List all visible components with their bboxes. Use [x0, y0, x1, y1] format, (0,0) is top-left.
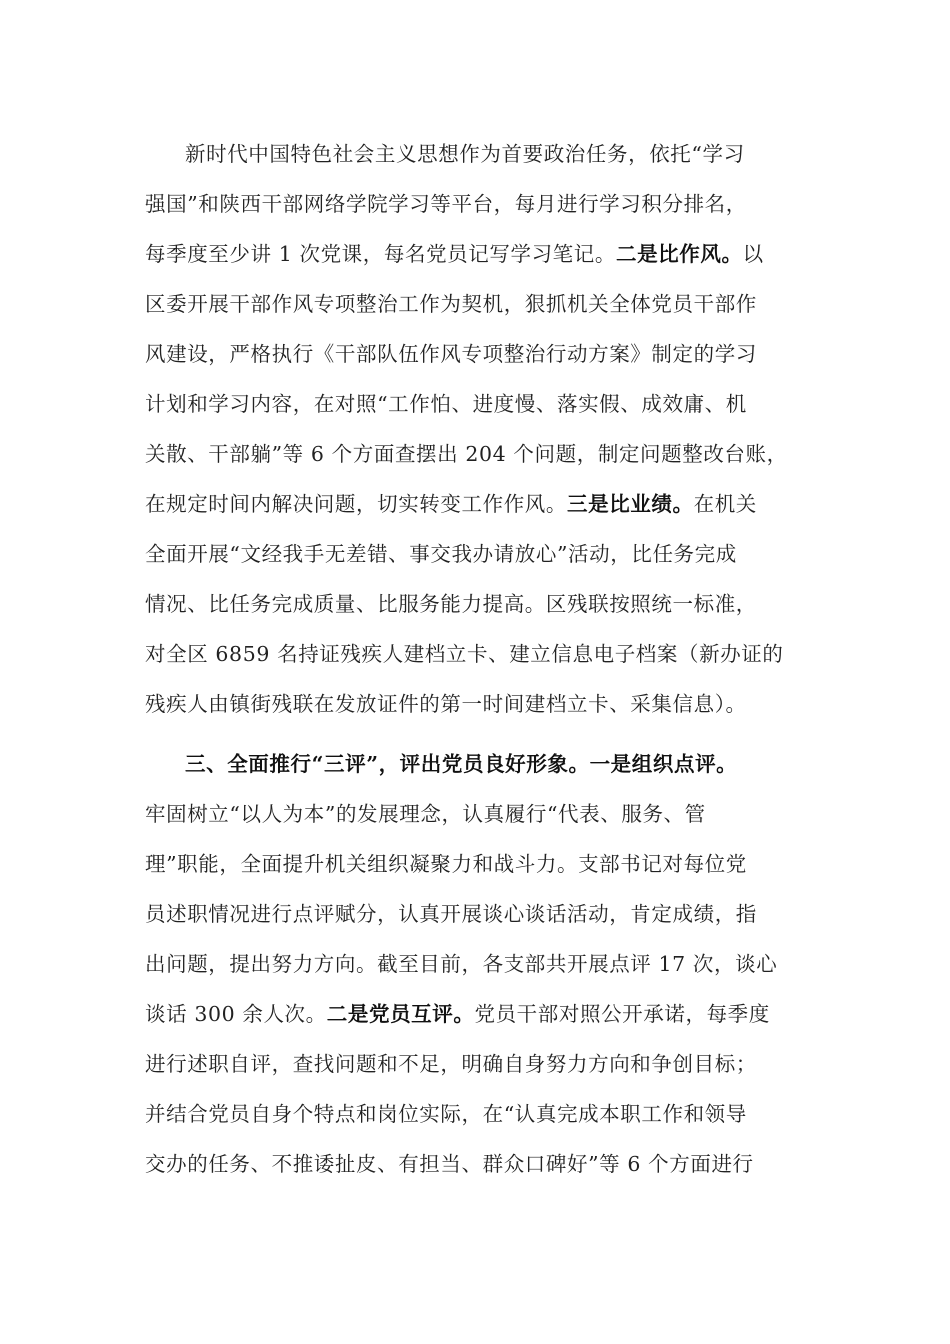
text-run: 并结合党员自身个特点和岗位实际，在“认真完成本职工作和领导	[145, 1102, 747, 1126]
bold-heading-bi-yeji: 三是比业绩。	[567, 492, 694, 516]
bold-heading-bi-zuofeng: 二是比作风。	[615, 242, 743, 266]
text-run: 情况、比任务完成质量、比服务能力提高。区残联按照统一标准，	[145, 592, 757, 616]
paragraph-1-line-4	[145, 290, 757, 318]
paragraph-1-line-1	[185, 140, 745, 168]
text-run: 关散、干部躺”等 6 个方面查摆出 204 个问题，制定问题整改台账，	[145, 442, 788, 466]
paragraph-2-line-8	[145, 1100, 747, 1128]
section-heading: 三、全面推行“三评”，评出党员良好形象。一是组织点评。	[185, 752, 738, 776]
text-run: 计划和学习内容，在对照“工作怕、进度慢、落实假、成效庸、机	[145, 392, 747, 416]
paragraph-2-line-1	[185, 750, 737, 778]
paragraph-1-line-3	[145, 240, 764, 268]
paragraph-1-line-9	[145, 540, 737, 568]
paragraph-2-line-6	[145, 1000, 770, 1028]
paragraph-1-line-11	[145, 640, 784, 668]
text-run: 在机关	[693, 492, 757, 516]
text-run: 员述职情况进行点评赋分，认真开展谈心谈话活动，肯定成绩，指	[145, 902, 757, 926]
text-run: 党员干部对照公开承诺，每季度	[474, 1002, 770, 1026]
text-run: 理”职能，全面提升机关组织凝聚力和战斗力。支部书记对每位党	[145, 852, 747, 876]
text-run: 在规定时间内解决问题，切实转变工作作风。	[145, 492, 567, 516]
text-run: 每季度至少讲 1 次党课，每名党员记写学习笔记。	[145, 242, 616, 266]
text-run: 新时代中国特色社会主义思想作为首要政治任务，依托“学习	[185, 142, 745, 166]
text-run: 强国”和陕西干部网络学院学习等平台，每月进行学习积分排名，	[145, 192, 747, 216]
paragraph-1-line-7	[145, 440, 788, 468]
paragraph-1-line-2	[145, 190, 747, 218]
text-run: 进行述职自评，查找问题和不足，明确自身努力方向和争创目标；	[145, 1052, 757, 1076]
text-run: 谈话 300 余人次。	[145, 1002, 327, 1026]
paragraph-2-line-5	[145, 950, 777, 978]
text-run: 交办的任务、不推诿扯皮、有担当、群众口碑好”等 6 个方面进行	[145, 1152, 754, 1176]
paragraph-2-line-9	[145, 1150, 754, 1178]
paragraph-2-line-4	[145, 900, 757, 928]
paragraph-2-line-7	[145, 1050, 757, 1078]
text-run: 对全区 6859 名持证残疾人建档立卡、建立信息电子档案（新办证的	[145, 642, 784, 666]
text-run: 区委开展干部作风专项整治工作为契机，狠抓机关全体党员干部作	[145, 292, 757, 316]
text-run: 全面开展“文经我手无差错、事交我办请放心”活动，比任务完成	[145, 542, 737, 566]
text-run: 牢固树立“以人为本”的发展理念，认真履行“代表、服务、管	[145, 802, 706, 826]
paragraph-1-line-10	[145, 590, 757, 618]
paragraph-2-line-2	[145, 800, 706, 828]
paragraph-1-line-12	[145, 690, 747, 718]
text-run: 出问题，提出努力方向。截至目前，各支部共开展点评 17 次，谈心	[145, 952, 778, 976]
text-run: 以	[742, 242, 764, 266]
text-run: 风建设，严格执行《干部队伍作风专项整治行动方案》制定的学习	[145, 342, 757, 366]
text-run: 残疾人由镇街残联在发放证件的第一时间建档立卡、采集信息）。	[145, 692, 747, 716]
paragraph-2-line-3	[145, 850, 747, 878]
paragraph-1-line-5	[145, 340, 757, 368]
paragraph-1-line-8	[145, 490, 757, 518]
paragraph-1-line-6	[145, 390, 747, 418]
bold-heading-dangyuan-huping: 二是党员互评。	[326, 1002, 475, 1026]
